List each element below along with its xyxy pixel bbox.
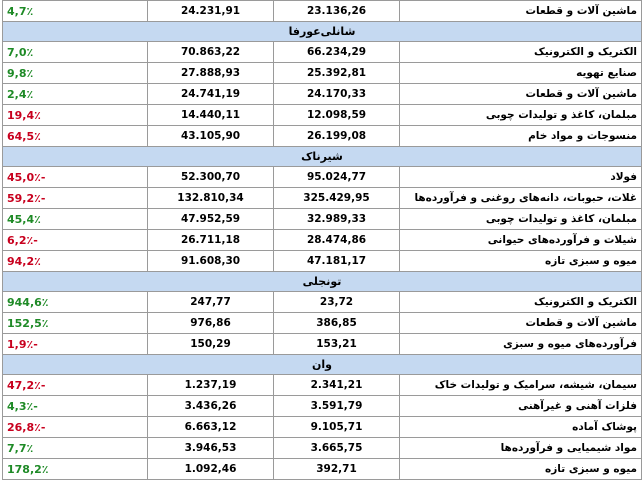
value-period-1-cell: 9.105,71	[274, 417, 400, 438]
value-period-2-cell: 70.863,22	[148, 42, 274, 63]
product-group-cell: پوشاک آماده	[400, 417, 642, 438]
change-percent-cell: 94,2٪	[3, 251, 148, 272]
value-period-1-cell: 3.665,75	[274, 438, 400, 459]
value-period-1-cell: 153,21	[274, 334, 400, 355]
product-group-cell: الکتریک و الکترونیک	[400, 292, 642, 313]
value-period-1-cell: 47.181,17	[274, 251, 400, 272]
table-row	[3, 417, 642, 438]
province-name: تونجلی	[3, 272, 642, 292]
table-row	[3, 126, 642, 147]
change-percent-cell: 26,8٪-	[3, 417, 148, 438]
change-percent-cell: 45,0٪-	[3, 167, 148, 188]
value-period-1-cell: 386,85	[274, 313, 400, 334]
value-period-1-cell: 325.429,95	[274, 188, 400, 209]
product-group-cell: منسوجات و مواد خام	[400, 126, 642, 147]
value-period-1-cell: 28.474,86	[274, 230, 400, 251]
value-period-2-cell: 6.663,12	[148, 417, 274, 438]
table-row	[3, 167, 642, 188]
value-period-2-cell: 43.105,90	[148, 126, 274, 147]
product-group-cell: الکتریک و الکترونیک	[400, 42, 642, 63]
value-period-1-cell: 2.341,21	[274, 375, 400, 396]
product-group-cell: فلزات آهنی و غیرآهنی	[400, 396, 642, 417]
value-period-1-cell: 23.136,26	[274, 1, 400, 22]
value-period-2-cell: 24.231,91	[148, 1, 274, 22]
change-percent-cell: 47,2٪-	[3, 375, 148, 396]
province-header-row	[3, 272, 642, 292]
value-period-1-cell: 26.199,08	[274, 126, 400, 147]
table-row	[3, 292, 642, 313]
value-period-1-cell: 66.234,29	[274, 42, 400, 63]
change-percent-cell: 1,9٪-	[3, 334, 148, 355]
change-percent-cell: 7,0٪	[3, 42, 148, 63]
table-row	[3, 1, 642, 22]
value-period-2-cell: 52.300,70	[148, 167, 274, 188]
table-row	[3, 459, 642, 480]
product-group-cell: فرآورده‌های میوه و سبزی	[400, 334, 642, 355]
value-period-2-cell: 14.440,11	[148, 105, 274, 126]
product-group-cell: مبلمان، کاغذ و تولیدات چوبی	[400, 209, 642, 230]
table-row	[3, 63, 642, 84]
table-row	[3, 438, 642, 459]
table-row	[3, 209, 642, 230]
table-row	[3, 230, 642, 251]
province-name: شانلی‌عورفا	[3, 22, 642, 42]
product-group-cell: مواد شیمیایی و فرآورده‌ها	[400, 438, 642, 459]
value-period-2-cell: 132.810,34	[148, 188, 274, 209]
table-row	[3, 251, 642, 272]
value-period-1-cell: 25.392,81	[274, 63, 400, 84]
change-percent-cell: 9,8٪	[3, 63, 148, 84]
value-period-1-cell: 392,71	[274, 459, 400, 480]
table-row	[3, 313, 642, 334]
table-row	[3, 42, 642, 63]
product-group-cell: ماشین آلات و قطعات	[400, 313, 642, 334]
table-row	[3, 188, 642, 209]
value-period-1-cell: 24.170,33	[274, 84, 400, 105]
value-period-2-cell: 976,86	[148, 313, 274, 334]
change-percent-cell: 19,4٪	[3, 105, 148, 126]
product-group-cell: میوه و سبزی تازه	[400, 251, 642, 272]
product-group-cell: فولاد	[400, 167, 642, 188]
value-period-1-cell: 32.989,33	[274, 209, 400, 230]
table-row	[3, 84, 642, 105]
value-period-1-cell: 23,72	[274, 292, 400, 313]
value-period-2-cell: 150,29	[148, 334, 274, 355]
change-percent-cell: 4,3٪-	[3, 396, 148, 417]
change-percent-cell: 4,7٪	[3, 1, 148, 22]
value-period-2-cell: 27.888,93	[148, 63, 274, 84]
change-percent-cell: 45,4٪	[3, 209, 148, 230]
value-period-2-cell: 26.711,18	[148, 230, 274, 251]
change-percent-cell: 7,7٪	[3, 438, 148, 459]
province-header-row	[3, 355, 642, 375]
value-period-2-cell: 1.092,46	[148, 459, 274, 480]
province-header-row	[3, 147, 642, 167]
table-row	[3, 396, 642, 417]
change-percent-cell: 2,4٪	[3, 84, 148, 105]
product-group-cell: شیلات و فرآورده‌های حیوانی	[400, 230, 642, 251]
value-period-1-cell: 95.024,77	[274, 167, 400, 188]
change-percent-cell: 59,2٪-	[3, 188, 148, 209]
value-period-2-cell: 1.237,19	[148, 375, 274, 396]
product-group-cell: سیمان، شیشه، سرامیک و تولیدات خاک	[400, 375, 642, 396]
value-period-2-cell: 24.741,19	[148, 84, 274, 105]
province-name: شیرناک	[3, 147, 642, 167]
change-percent-cell: 152,5٪	[3, 313, 148, 334]
export-statistics-table	[2, 0, 642, 480]
product-group-cell: مبلمان، کاغذ و تولیدات چوبی	[400, 105, 642, 126]
change-percent-cell: 178,2٪	[3, 459, 148, 480]
province-header-row	[3, 22, 642, 42]
value-period-2-cell: 47.952,59	[148, 209, 274, 230]
value-period-2-cell: 3.946,53	[148, 438, 274, 459]
product-group-cell: میوه و سبزی تازه	[400, 459, 642, 480]
change-percent-cell: 944,6٪	[3, 292, 148, 313]
change-percent-cell: 64,5٪	[3, 126, 148, 147]
table-row	[3, 105, 642, 126]
value-period-2-cell: 3.436,26	[148, 396, 274, 417]
product-group-cell: ماشین آلات و قطعات	[400, 84, 642, 105]
table-body	[3, 1, 642, 480]
product-group-cell: صنایع تهویه	[400, 63, 642, 84]
product-group-cell: غلات، حبوبات، دانه‌های روغنی و فرآورده‌ها	[400, 188, 642, 209]
province-name: وان	[3, 355, 642, 375]
product-group-cell: ماشین آلات و قطعات	[400, 1, 642, 22]
value-period-1-cell: 12.098,59	[274, 105, 400, 126]
table-row	[3, 375, 642, 396]
change-percent-cell: 6,2٪-	[3, 230, 148, 251]
value-period-2-cell: 247,77	[148, 292, 274, 313]
value-period-2-cell: 91.608,30	[148, 251, 274, 272]
value-period-1-cell: 3.591,79	[274, 396, 400, 417]
table-row	[3, 334, 642, 355]
